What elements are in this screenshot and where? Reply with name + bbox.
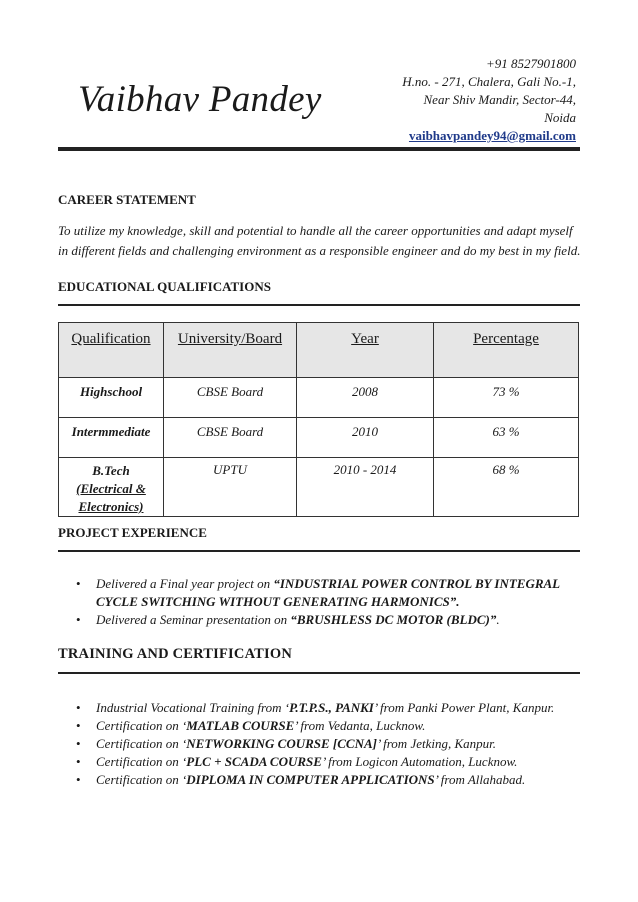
- qualification-degree: B.Tech: [92, 463, 130, 478]
- table-row: [59, 458, 579, 517]
- address-line-1: H.no. - 271, Chalera, Gali No.-1,: [402, 74, 576, 89]
- table-row: [59, 378, 579, 418]
- cell-percentage: 63 %: [434, 418, 579, 458]
- qualification-branch-2: Electronics): [78, 499, 144, 514]
- col-header-board: University/Board: [164, 323, 297, 378]
- table-row: [59, 418, 579, 458]
- address-line-3: Noida: [544, 110, 576, 125]
- candidate-name: Vaibhav Pandey: [78, 79, 322, 120]
- list-item: • Certification on ‘DIPLOMA IN COMPUTER APPLICATIONS’ from Allahabad.: [96, 771, 596, 789]
- list-item: • Certification on ‘MATLAB COURSE’ from Vedanta, Lucknow.: [96, 717, 596, 735]
- cell-qualification: [59, 458, 164, 517]
- contact-block: [336, 55, 576, 145]
- qualification-branch-1: (Electrical &: [76, 481, 146, 496]
- education-heading: EDUCATIONAL QUALIFICATIONS: [58, 279, 271, 294]
- training-divider: [58, 672, 580, 674]
- cell-percentage: 73 %: [434, 378, 579, 418]
- career-statement: To utilize my knowledge, skill and potential to handle all the career opportunities and adapt myself in different fields and challenging environment as a responsible engineer and do my best in my field.: [58, 223, 581, 258]
- list-item: • Certification on ‘NETWORKING COURSE [CCNA]’ from Jetking, Kanpur.: [96, 735, 596, 753]
- education-table: [58, 322, 579, 517]
- list-item: • Certification on ‘PLC + SCADA COURSE’ from Logicon Automation, Lucknow.: [96, 753, 596, 771]
- phone-number: +91 8527901800: [485, 56, 576, 71]
- table-header-row: [59, 323, 579, 378]
- project-heading: PROJECT EXPERIENCE: [58, 525, 207, 540]
- list-item: • Delivered a Seminar presentation on “BRUSHLESS DC MOTOR (BLDC)”.: [96, 611, 596, 629]
- cell-qualification: Intermmediate: [59, 418, 164, 458]
- project-list: [58, 575, 596, 629]
- email-link[interactable]: vaibhavpandey94@gmail.com: [408, 128, 576, 143]
- training-heading: TRAINING AND CERTIFICATION: [58, 646, 293, 662]
- col-header-percentage: Percentage: [434, 323, 579, 378]
- cell-board: CBSE Board: [164, 378, 297, 418]
- cell-qualification: Highschool: [59, 378, 164, 418]
- header-divider: [58, 147, 580, 151]
- col-header-qualification: Qualification: [59, 323, 164, 378]
- address-line-2: Near Shiv Mandir, Sector-44,: [423, 92, 576, 107]
- training-list: [58, 699, 596, 789]
- cell-year: 2008: [297, 378, 434, 418]
- project-divider: [58, 550, 580, 552]
- col-header-year: Year: [297, 323, 434, 378]
- cell-year: 2010: [297, 418, 434, 458]
- education-divider: [58, 304, 580, 306]
- career-heading: CAREER STATEMENT: [58, 192, 196, 207]
- list-item: • Delivered a Final year project on “INDUSTRIAL POWER CONTROL BY INTEGRAL CYCLE SWITCHING WITHOUT GENERATING HARMONICS”.: [96, 575, 596, 611]
- cell-board: UPTU: [164, 458, 297, 517]
- cell-percentage: 68 %: [434, 458, 579, 517]
- cell-board: CBSE Board: [164, 418, 297, 458]
- list-item: • Industrial Vocational Training from ‘P.T.P.S., PANKI’ from Panki Power Plant, Kanpur.: [96, 699, 596, 717]
- cell-year: 2010 - 2014: [297, 458, 434, 517]
